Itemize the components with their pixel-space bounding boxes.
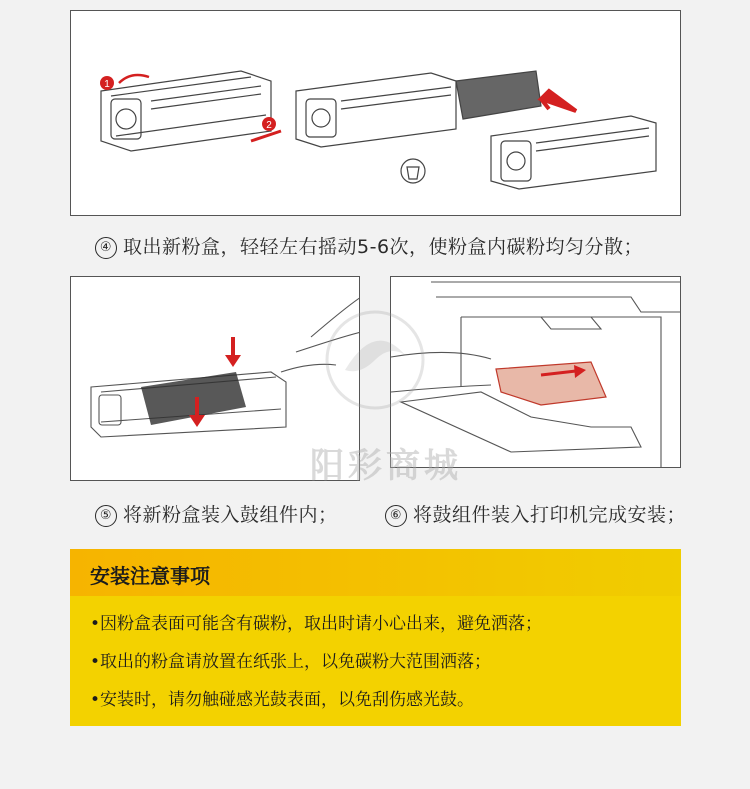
insert-arrow-icon xyxy=(541,91,576,111)
step-4-text: 取出新粉盒，轻轻左右摇动5-6次，使粉盒内碳粉均匀分散； xyxy=(123,236,644,258)
installation-notice xyxy=(70,549,681,726)
pull-arrow-icon xyxy=(251,131,281,141)
step-4-caption xyxy=(95,232,643,259)
down-arrow-2-icon xyxy=(195,397,199,417)
step-5-text: 将新粉盒装入鼓组件内； xyxy=(123,504,338,526)
step-4-number: ④ xyxy=(95,237,117,259)
step-5-caption xyxy=(95,500,338,527)
step-1-marker-label: 1 xyxy=(104,79,110,90)
watermark-text: 阳彩商城 xyxy=(310,446,462,486)
notice-title: 安装注意事项 xyxy=(90,564,210,588)
down-arrow-1-icon xyxy=(231,337,235,357)
notice-item: •取出的粉盒请放置在纸张上，以免碳粉大范围洒落； xyxy=(90,652,492,672)
step-6-text: 将鼓组件装入打印机完成安装； xyxy=(413,504,687,526)
step-6-caption xyxy=(385,500,686,527)
cartridge-separation-drawing xyxy=(71,11,681,216)
notice-item: •因粉盒表面可能含有碳粉，取出时请小心出来，避免洒落； xyxy=(90,614,543,634)
cartridge-separation-illustration xyxy=(70,10,681,216)
step-6-number: ⑥ xyxy=(385,505,407,527)
rotate-arrow-icon xyxy=(119,75,149,83)
notice-item: •安装时，请勿触碰感光鼓表面，以免刮伤感光鼓。 xyxy=(90,690,475,710)
step-5-number: ⑤ xyxy=(95,505,117,527)
notice-header xyxy=(70,549,681,596)
step-2-marker-label: 2 xyxy=(266,120,272,131)
